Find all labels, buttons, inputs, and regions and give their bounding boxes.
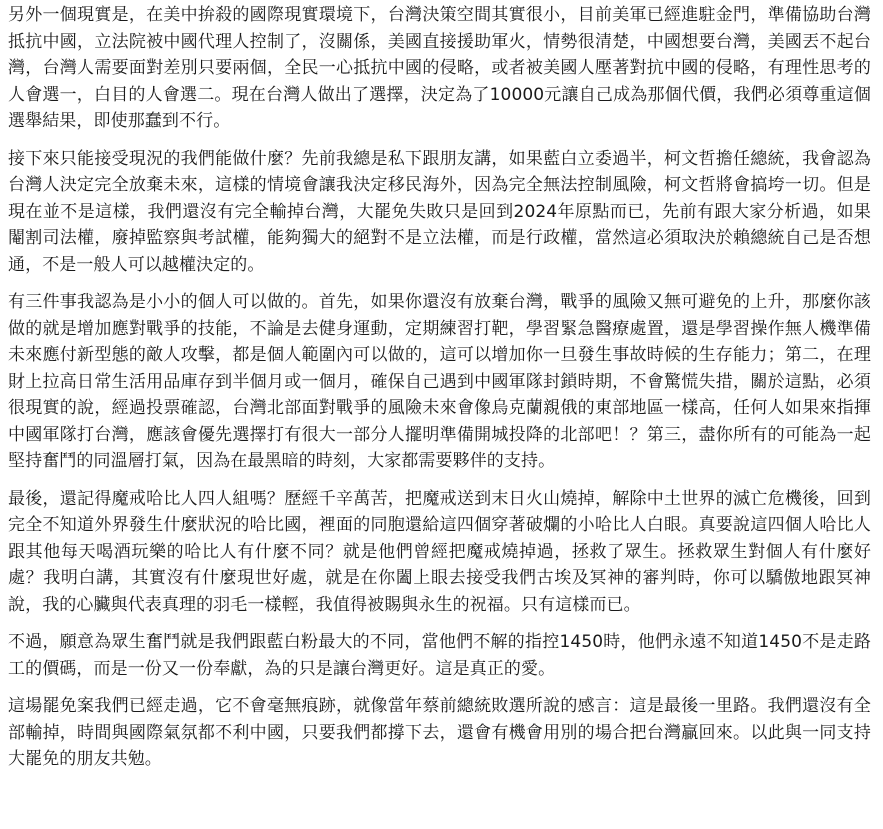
paragraph-three-things: 有三件事我認為是小小的個人可以做的。首先，如果你還沒有放棄台灣，戰爭的風險又無可避免的上升，那麼你該做的就是增加應對戰爭的技能，不論是去健身運動，定期練習打靶，學習緊急醫療處置，還是學習操作無人機準備未來應付新型態的敵人攻擊，都是個人範圍內可以做的，這可以增加你一旦發生事故時候的生存能力；第二，在理財上拉高日常生活用品庫存到半個月或一個月，確保自己遇到中國軍隊封鎖時期，不會驚慌失措，關於這點，必須很現實的說，經過投票確認，台灣北部面對戰爭的風險未來會像烏克蘭親俄的東部地區一樣高，任何人如果來指揮中國軍隊打台灣，應該會優先選擇打有很大一部分人擺明準備開城投降的北部吧！？第三，盡你所有的可能為一起堅持奮鬥的同溫層打氣，因為在最黑暗的時刻，大家都需要夥伴的支持。 — [8, 292, 871, 471]
paragraph-what-we-can-do: 接下來只能接受現況的我們能做什麼？先前我總是私下跟朋友講，如果藍白立委過半，柯文哲擔任總統，我會認為台灣人決定完全放棄未來，這樣的情境會讓我決定移民海外，因為完全無法控制風險，柯文哲將會搞垮一切。但是現在並不是這樣，我們還沒有完全輸掉台灣，大罷免失敗只是回到2024年原點而已，先前有跟大家分析過，如果閹割司法權，廢掉監察與考試權，能夠獨大的絕對不是立法權，而是行政權，當然這必須取決於賴總統自己是否想通，不是一般人可以越權決定的。 — [8, 148, 871, 275]
paragraph-taiwan-reality: 另外一個現實是，在美中拚殺的國際現實環境下，台灣決策空間其實很小，目前美軍已經進駐金門，準備協助台灣抵抗中國，立法院被中國代理人控制了，沒關係，美國直接援助軍火，情勢很清楚，中國想要台灣，美國丟不起台灣，台灣人需要面對差別只要兩個，全民一心抵抗中國的侵略，或者被美國人壓著對抗中國的侵略，有理性思考的人會選一，白目的人會選二。現在台灣人做出了選擇，決定為了10000元讓自己成為那個代價，我們必須尊重這個選舉結果，即使那蠢到不行。 — [8, 5, 871, 131]
paragraph-hobbits: 最後，還記得魔戒哈比人四人組嗎？歷經千辛萬苦，把魔戒送到末日火山燒掉，解除中土世界的滅亡危機後，回到完全不知道外界發生什麼狀況的哈比國，裡面的同胞還給這四個穿著破爛的小哈比人白眼。真要說這四個人哈比人跟其他每天喝酒玩樂的哈比人有什麼不同？就是他們曾經把魔戒燒掉過，拯救了眾生。拯救眾生對個人有什麼好處？我明白講，其實沒有什麼現世好處，就是在你闔上眼去接受我們古埃及冥神的審判時，你可以驕傲地跟冥神說，我的心臟與代表真理的羽毛一樣輕，我值得被賜與永生的祝福。只有這樣而已。 — [8, 488, 871, 615]
paragraph-closing: 這場罷免案我們已經走過，它不會毫無痕跡，就像當年蔡前總統敗選所說的感言：這是最後一里路。我們還沒有全部輸掉，時間與國際氣氛都不利中國，只要我們都撐下去，還會有機會用別的場合把台灣贏回來。以此與一同支持大罷免的朋友共勉。 — [8, 696, 871, 769]
paragraph-difference: 不過，願意為眾生奮鬥就是我們跟藍白粉最大的不同，當他們不解的指控1450時，他們永遠不知道1450不是走路工的價碼，而是一份又一份奉獻，為的只是讓台灣更好。這是真正的愛。 — [8, 632, 871, 679]
